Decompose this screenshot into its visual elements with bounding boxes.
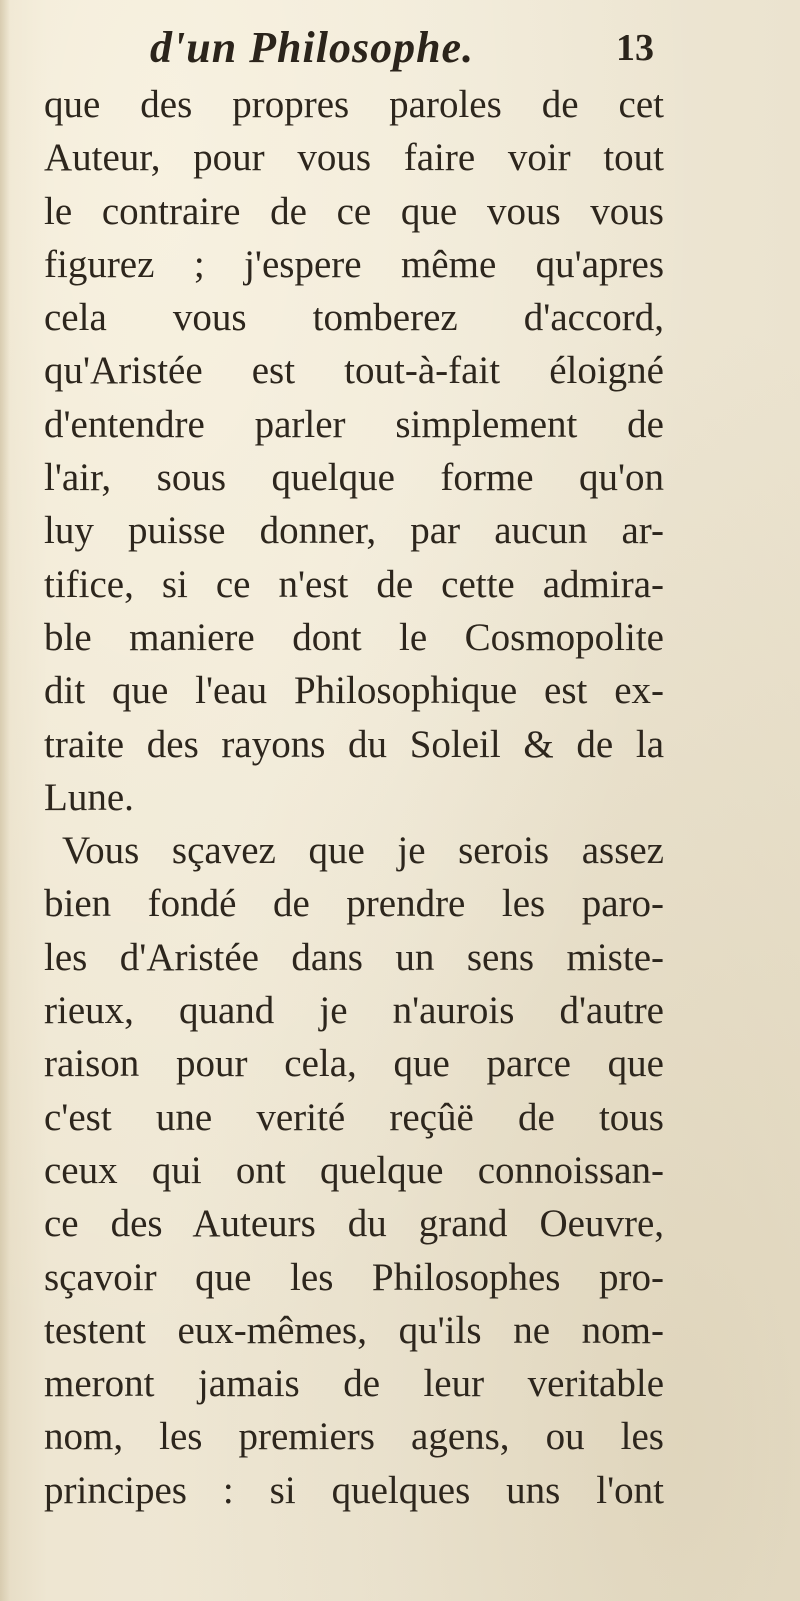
paragraph-2 <box>44 824 664 1517</box>
text-line: le contraire de ce que vous vous <box>44 189 664 233</box>
text-line: raison pour cela, que parce que <box>44 1042 664 1086</box>
binding-gutter <box>0 0 10 1601</box>
text-line: les d'Aristée dans un sens miste- <box>44 935 664 979</box>
text-line: meront jamais de leur veritable <box>44 1362 664 1406</box>
text-line: que des propres paroles de cet <box>44 83 664 126</box>
text-line: d'entendre parler simplement de <box>44 402 664 446</box>
text-line: sçavoir que les Philosophes pro- <box>44 1255 664 1299</box>
text-line: Auteur, pour vous faire voir tout <box>44 136 664 180</box>
text-line: nom, les premiers agens, ou les <box>44 1415 664 1459</box>
text-line: ble maniere dont le Cosmopolite <box>44 615 664 659</box>
text-line: testent eux-mêmes, qu'ils ne nom- <box>44 1308 664 1352</box>
text-line: ceux qui ont quelque connoissan- <box>44 1148 664 1192</box>
text-line: principes : si quelques uns l'ont <box>44 1468 664 1512</box>
text-line: traite des rayons du Soleil & de la <box>44 722 664 766</box>
text-block <box>44 78 664 1517</box>
paragraph-1 <box>44 78 664 824</box>
page-number: 13 <box>616 27 654 69</box>
text-line: tifice, si ce n'est de cette admira- <box>44 562 664 606</box>
text-line: figurez ; j'espere même qu'apres <box>44 242 664 286</box>
text-line: Vous sçavez que je serois assez <box>62 829 664 873</box>
text-line: cela vous tomberez d'accord, <box>44 296 664 340</box>
text-line: ce des Auteurs du grand Oeuvre, <box>44 1202 664 1246</box>
text-line: qu'Aristée est tout-à-fait éloigné <box>44 349 664 393</box>
text-line: c'est une verité reçûë de tous <box>44 1095 664 1139</box>
text-line: l'air, sous quelque forme qu'on <box>44 456 664 500</box>
text-line: bien fondé de prendre les paro- <box>44 882 664 926</box>
text-line: luy puisse donner, par aucun ar- <box>44 509 664 553</box>
text-line: Lune. <box>44 775 134 819</box>
text-line: rieux, quand je n'aurois d'autre <box>44 989 664 1033</box>
text-line: dit que l'eau Philosophique est ex- <box>44 669 664 713</box>
running-head: d'un Philosophe. <box>150 23 475 72</box>
